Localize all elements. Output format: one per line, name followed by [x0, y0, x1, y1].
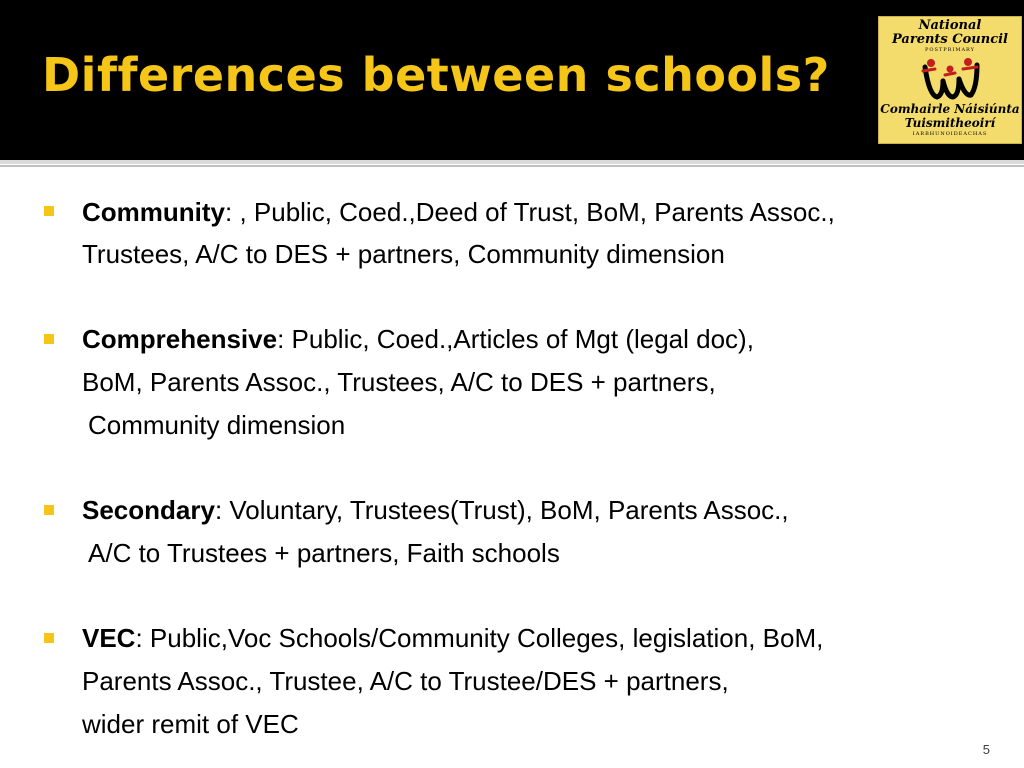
- list-item-community-line1: [82, 199, 835, 225]
- list-item-comprehensive-line3: Community dimension: [88, 410, 346, 440]
- list-item-vec-line1: [82, 625, 823, 651]
- bullet-marker: [44, 334, 54, 344]
- bullet-marker: [44, 633, 54, 643]
- slide-title: Differences between schools?: [42, 48, 830, 102]
- term-community: Community: [82, 197, 225, 227]
- term-comprehensive: Comprehensive: [82, 324, 278, 354]
- secondary-details: : Voluntary, Trustees(Trust), BoM, Parents Assoc.,: [214, 495, 789, 525]
- term-secondary: Secondary: [82, 495, 215, 525]
- vec-details: : Public,Voc Schools/Community Colleges, legislation, BoM,: [135, 623, 824, 653]
- logo-line-parents-council: Parents Council: [892, 32, 1008, 47]
- page-number: 5: [982, 742, 990, 757]
- bullet-marker: [44, 206, 54, 216]
- community-details: : , Public, Coed.,Deed of Trust, BoM, Parents Assoc.,: [225, 197, 835, 227]
- list-item-comprehensive-line2: BoM, Parents Assoc., Trustees, A/C to DES + partners,: [82, 367, 716, 397]
- list-item-vec-line2: Parents Assoc., Trustee, A/C to Trustee/DES + partners,: [82, 666, 729, 696]
- logo-line-iarbhunoideachas: IARBHUNOIDEACHAS: [912, 131, 988, 137]
- list-item-vec-line3: wider remit of VEC: [82, 709, 299, 739]
- logo-line-tuismitheoiri: Tuismitheoirí: [904, 116, 996, 130]
- logo-line-postprimary: POSTPRIMARY: [925, 47, 975, 53]
- list-item-secondary-line2: A/C to Trustees + partners, Faith schools: [88, 538, 560, 568]
- list-item-secondary-line1: [82, 497, 789, 523]
- list-item-community-line2: Trustees, A/C to DES + partners, Community dimension: [82, 239, 725, 269]
- comprehensive-details: : Public, Coed.,Articles of Mgt (legal doc),: [277, 324, 754, 354]
- logo-line-national: National: [918, 18, 982, 33]
- bullet-marker: [44, 505, 54, 515]
- list-item-comprehensive-line1: [82, 326, 754, 352]
- term-vec: VEC: [82, 623, 136, 653]
- logo-line-comhairle: Comhairle Náisiúnta: [880, 102, 1020, 116]
